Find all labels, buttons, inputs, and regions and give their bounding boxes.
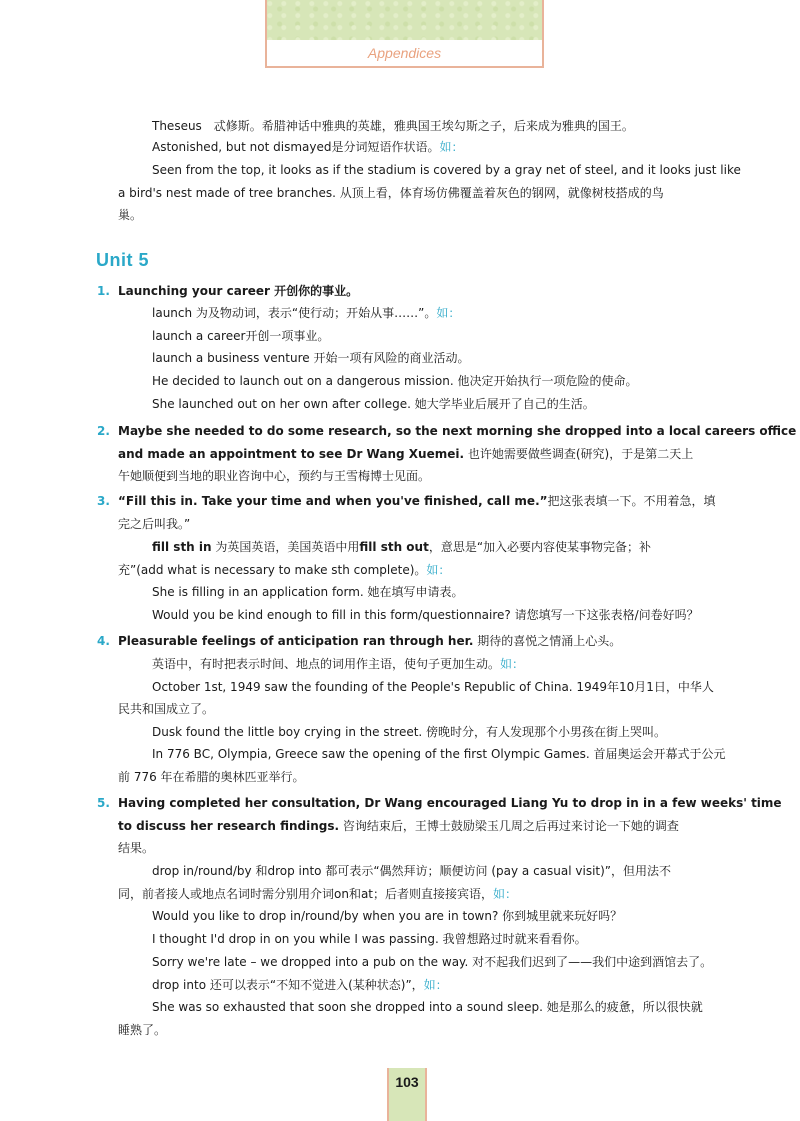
item1-line: launch a business venture 开始一项有风险的商业活动。 <box>152 351 470 365</box>
item4-title: Pleasurable feelings of anticipation ran through her. 期待的喜悦之情涌上心头。 <box>118 634 622 648</box>
intro-theseus: Theseus 忒修斯。希腊神话中雅典的英雄，雅典国王埃勾斯之子，后来成为雅典的国王。 <box>152 119 634 133</box>
intro-example: Seen from the top, it looks as if the stadium is covered by a gray net of steel, and it looks just like <box>152 163 741 177</box>
item5-line: drop in/round/by 和drop into 都可表示“偶然拜访；顺便访问 (pay a casual visit)”，但用法不 <box>152 864 672 878</box>
item3-line: 充”(add what is necessary to make sth complete)。如： <box>118 563 451 577</box>
item4-line: 英语中，有时把表示时间、地点的词用作主语，使句子更加生动。如： <box>152 657 525 671</box>
item3-line: She is filling in an application form. 她在填写申请表。 <box>152 585 464 599</box>
item5-line: Sorry we're late – we dropped into a pub on the way. 对不起我们迟到了——我们中途到酒馆去了。 <box>152 955 713 969</box>
item1-title: Launching your career 开创你的事业。 <box>118 284 359 298</box>
footer-tab <box>387 1068 427 1121</box>
intro-example-end: 巢。 <box>118 208 143 222</box>
unit-title: Unit 5 <box>96 250 150 270</box>
item4-line: 前 776 年在希腊的奥林匹亚举行。 <box>118 770 305 784</box>
item4-line: In 776 BC, Olympia, Greece saw the opening of the first Olympic Games. 首届奥运会开幕式于公元 <box>152 747 726 761</box>
intro-astonished: Astonished, but not dismayed是分词短语作状语。如： <box>152 140 464 154</box>
item3-line: “Fill this in. Take your time and when you've finished, call me.”把这张表填一下。不用着急，填 <box>118 494 716 508</box>
intro-example-cont: a bird's nest made of tree branches. 从顶上看，体育场仿佛覆盖着灰色的钢网，就像树枝搭成的鸟 <box>118 186 664 200</box>
item1-line: launch 为及物动词，表示“使行动；开始从事……”。如： <box>152 306 461 320</box>
item4-line: Dusk found the little boy crying in the street. 傍晚时分，有人发现那个小男孩在街上哭叫。 <box>152 725 667 739</box>
item-number-1: 1. <box>97 284 110 298</box>
item2-line: 午她顺便到当地的职业咨询中心，预约与王雪梅博士见面。 <box>118 469 431 483</box>
item4-line: 民共和国成立了。 <box>118 702 215 716</box>
item1-line: launch a career开创一项事业。 <box>152 329 330 343</box>
header-title: Appendices <box>367 45 442 61</box>
item5-line: 睡熟了。 <box>118 1023 167 1037</box>
item-number-4: 4. <box>97 634 110 648</box>
header-box <box>265 0 544 68</box>
item3-line: 完之后叫我。” <box>118 517 191 531</box>
item-number-2: 2. <box>97 424 110 438</box>
item-number-5: 5. <box>97 796 110 810</box>
item3-line: fill sth in 为英国英语，美国英语中用fill sth out，意思是“加入必要内容使某事物完备；补 <box>152 540 652 554</box>
item2-line: Maybe she needed to do some research, so the next morning she dropped into a local careers office <box>118 424 797 438</box>
page-number: 103 <box>395 1074 419 1090</box>
item5-line: Having completed her consultation, Dr Wang encouraged Liang Yu to drop in in a few weeks' time <box>118 796 782 810</box>
item1-line: He decided to launch out on a dangerous mission. 他决定开始执行一项危险的使命。 <box>152 374 638 388</box>
item5-line: Would you like to drop in/round/by when you are in town? 你到城里就来玩好吗？ <box>152 909 623 923</box>
item5-line: I thought I'd drop in on you while I was passing. 我曾想路过时就来看看你。 <box>152 932 587 946</box>
item3-line: Would you be kind enough to fill in this form/questionnaire? 请您填写一下这张表格/问卷好吗？ <box>152 608 699 622</box>
item5-line: to discuss her research findings. 咨询结束后，王博士鼓励梁玉几周之后再过来讨论一下她的调查 <box>118 819 679 833</box>
header-band <box>267 0 542 40</box>
item2-line: and made an appointment to see Dr Wang Xuemei. 也许她需要做些调查(研究)，于是第二天上 <box>118 447 694 461</box>
item5-line: She was so exhausted that soon she dropped into a sound sleep. 她是那么的疲惫，所以很快就 <box>152 1000 703 1014</box>
item-number-3: 3. <box>97 494 110 508</box>
item1-line: She launched out on her own after college. 她大学毕业后展开了自己的生活。 <box>152 397 595 411</box>
item5-line: drop into 还可以表示“不知不觉进入(某种状态)”，如： <box>152 978 448 992</box>
item4-line: October 1st, 1949 saw the founding of the People's Republic of China. 1949年10月1日，中华人 <box>152 680 714 694</box>
item5-line: 结果。 <box>118 841 155 855</box>
item5-line: 同，前者接人或地点名词时需分别用介词on和at；后者则直接接宾语，如： <box>118 887 518 901</box>
